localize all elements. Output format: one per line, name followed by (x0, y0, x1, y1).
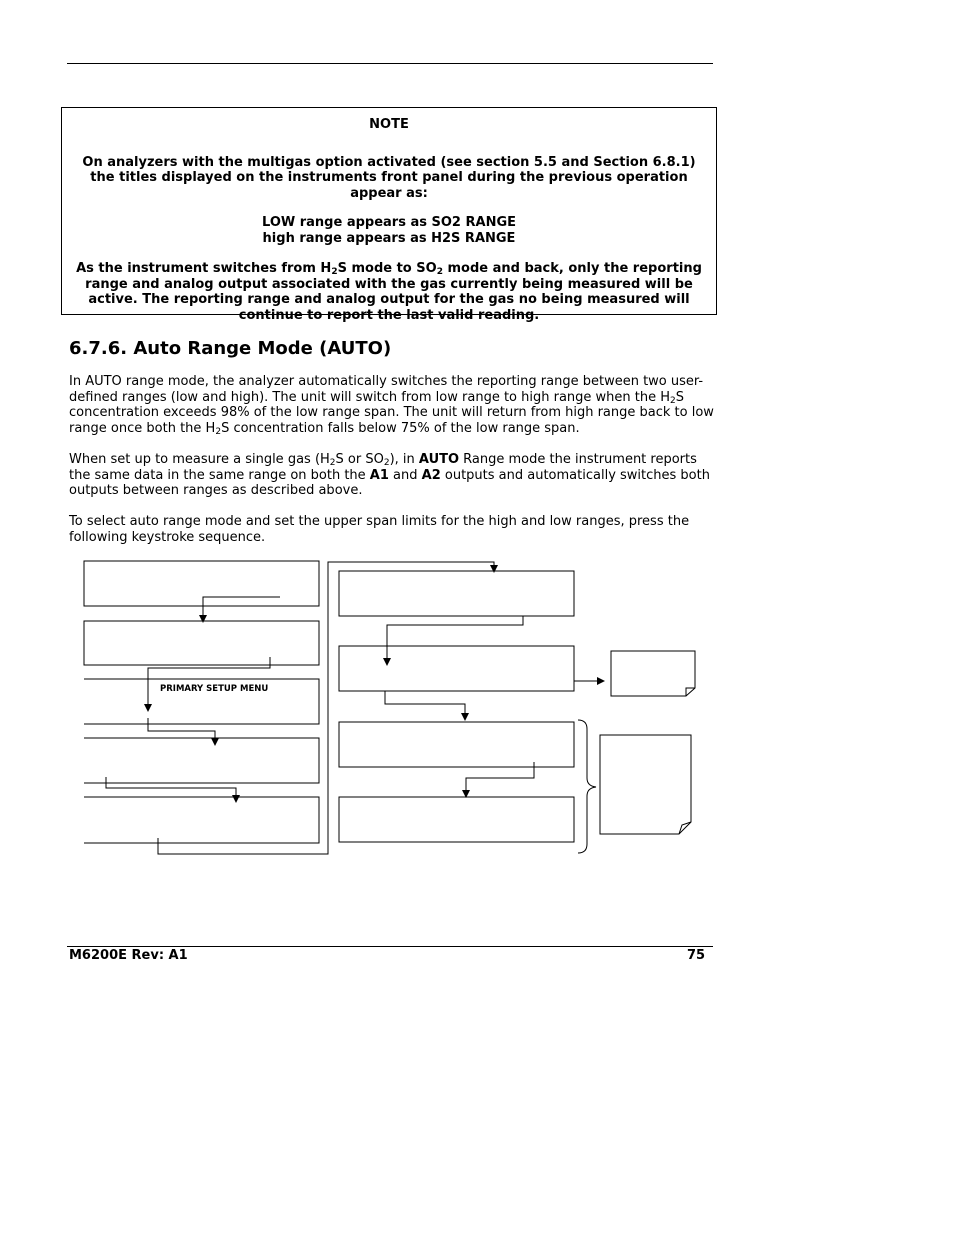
note-document-small (611, 651, 695, 696)
flow-box-1 (84, 561, 319, 606)
footer-rule (67, 946, 713, 947)
paragraph-keystroke-intro: To select auto range mode and set the upper span limits for the high and low ranges, press the following keystroke sequence. (69, 514, 690, 545)
flow-box-9 (339, 797, 574, 842)
section-heading: 6.7.6. Auto Range Mode (AUTO) (69, 338, 392, 359)
flow-box-8 (339, 722, 574, 767)
paragraph-auto-range: In AUTO range mode, the analyzer automatically switches the reporting range between two user-defined ranges (low and high). The unit will switch from low range to high range when the $H_2S$ concentration exceeds 98% of the low range span. The unit will return from high range back to low range once both the $H_2S$ concentration falls below 75% of the low range span. (69, 374, 714, 437)
flow-box-5 (84, 797, 319, 843)
brace (578, 720, 596, 853)
note-line-high: high range appears as H2S RANGE (262, 230, 516, 246)
flow-box-7 (339, 646, 574, 691)
note-title: NOTE (369, 117, 409, 132)
primary-setup-menu-label: PRIMARY SETUP MENU (160, 684, 269, 694)
flow-box-4 (84, 738, 319, 783)
footer-doc-id: M6200E Rev: A1 (69, 948, 188, 963)
note-line-low: LOW range appears as SO2 RANGE (262, 215, 516, 230)
paragraph-single-gas: When set up to measure a single gas ($H_2S$ or $SO_2$), in AUTO Range mode the instrument reports the same data in the same range on both the A1 and A2 outputs and automatically switches both outputs between ranges as described above. (69, 452, 710, 499)
note-paragraph-3: As the instrument switches from $H_2S$ mode to $SO_2$ mode and back, only the reporting range and analog output associated with the gas currently being measured will be active. The reporting range and analog output for the gas no being measured will continue to report the last valid reading. (76, 261, 702, 323)
flow-box-2 (84, 621, 319, 665)
note-paragraph-1: On analyzers with the multigas option activated (see section 5.5 and Section 6.8.1) the titles displayed on the instruments front panel during the previous operation appear as: (82, 154, 696, 201)
flow-box-6 (339, 571, 574, 616)
note-document-large (600, 735, 691, 834)
footer-page-number: 75 (687, 948, 706, 963)
